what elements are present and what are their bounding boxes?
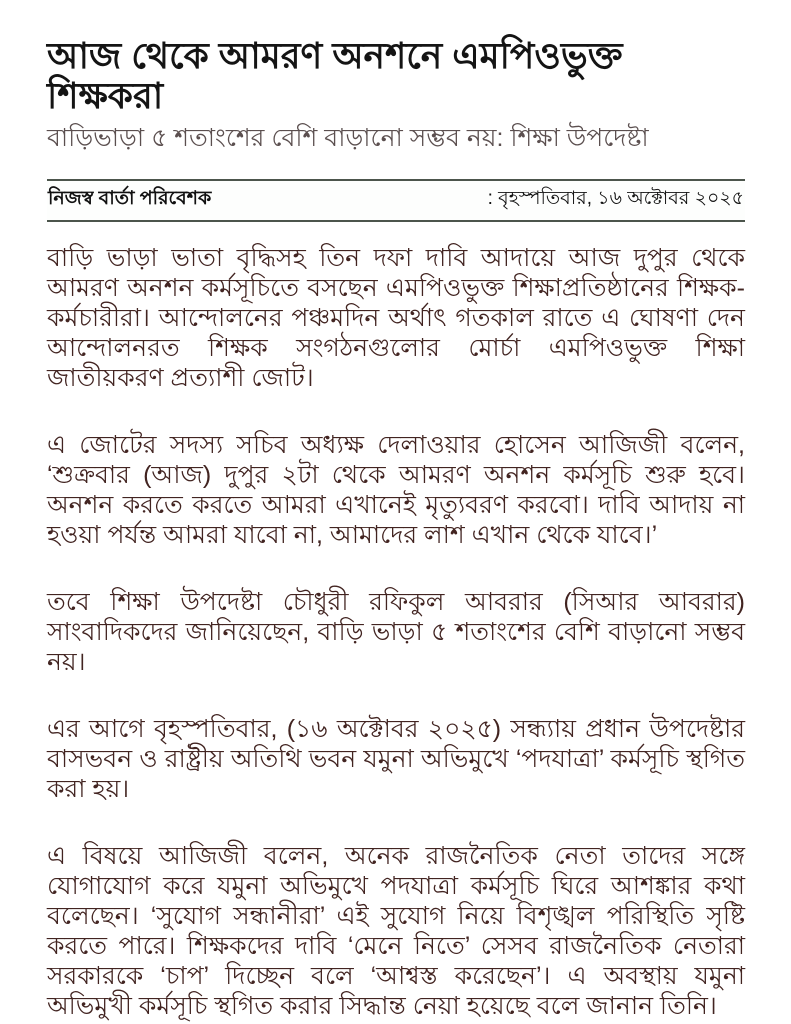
byline-bar [47, 179, 745, 222]
byline-reporter: নিজস্ব বার্তা পরিবেশক [48, 188, 212, 210]
article-paragraph: এ বিষয়ে আজিজী বলেন, অনেক রাজনৈতিক নেতা তাদের সঙ্গে যোগাযোগ করে যমুনা অভিমুখে পদযাত্রা কর্মসূচি ঘিরে আশঙ্কার কথা বলেছেন। ‘সুযোগ সন্ধানীরা’ এই সুযোগ নিয়ে বিশৃঙ্খল পরিস্থিতি সৃষ্টি করতে পারে। শিক্ষকদের দাবি ‘মেনে নিতে’ সেসব রাজনৈতিক নেতারা সরকারকে ‘চাপ’ দিচ্ছেন বলে ‘আশ্বস্ত করেছেন’। এ অবস্থায় যমুনা অভিমুখী কর্মসূচি স্থগিত করার সিদ্ধান্ত নেয়া হয়েছে বলে জানান তিনি। [47, 842, 745, 1021]
article-paragraph: এর আগে বৃহস্পতিবার, (১৬ অক্টোবর ২০২৫) সন্ধ্যায় প্রধান উপদেষ্টার বাসভবন ও রাষ্ট্রীয় অতিথি ভবন যমুনা অভিমুখে ‘পদযাত্রা’ কর্মসূচি স্থগিত করা হয়। [47, 715, 745, 804]
dateline: : বৃহস্পতিবার, ১৬ অক্টোবর ২০২৫ [487, 188, 744, 210]
article-headline: আজ থেকে আমরণ অনশনে এমপিওভুক্ত শিক্ষকরা [47, 35, 623, 117]
article-paragraph: এ জোটের সদস্য সচিব অধ্যক্ষ দেলাওয়ার হোসেন আজিজী বলেন, ‘শুক্রবার (আজ) দুপুর ২টা থেকে আমরণ অনশন কর্মসূচি শুরু হবে। অনশন করতে করতে আমরা এখানেই মৃত্যুবরণ করবো। দাবি আদায় না হওয়া পর্যন্ত আমরা যাবো না, আমাদের লাশ এখান থেকে যাবে।’ [47, 431, 745, 550]
article-paragraph: তবে শিক্ষা উপদেষ্টা চৌধুরী রফিকুল আবরার (সিআর আবরার) সাংবাদিকদের জানিয়েছেন, বাড়ি ভাড়া ৫ শতাংশের বেশি বাড়ানো সম্ভব নয়। [47, 588, 745, 677]
article-body [47, 243, 745, 1021]
article-subheadline: বাড়িভাড়া ৫ শতাংশের বেশি বাড়ানো সম্ভব নয়: শিক্ষা উপদেষ্টা [47, 123, 649, 152]
article-paragraph: বাড়ি ভাড়া ভাতা বৃদ্ধিসহ তিন দফা দাবি আদায়ে আজ দুপুর থেকে আমরণ অনশন কর্মসূচিতে বসছেন এমপিওভুক্ত শিক্ষাপ্রতিষ্ঠানের শিক্ষক-কর্মচারীরা। আন্দোলনের পঞ্চমদিন অর্থাৎ গতকাল রাতে এ ঘোষণা দেন আন্দোলনরত শিক্ষক সংগঠনগুলোর মোর্চা এমপিওভুক্ত শিক্ষা জাতীয়করণ প্রত্যাশী জোট। [47, 244, 745, 393]
